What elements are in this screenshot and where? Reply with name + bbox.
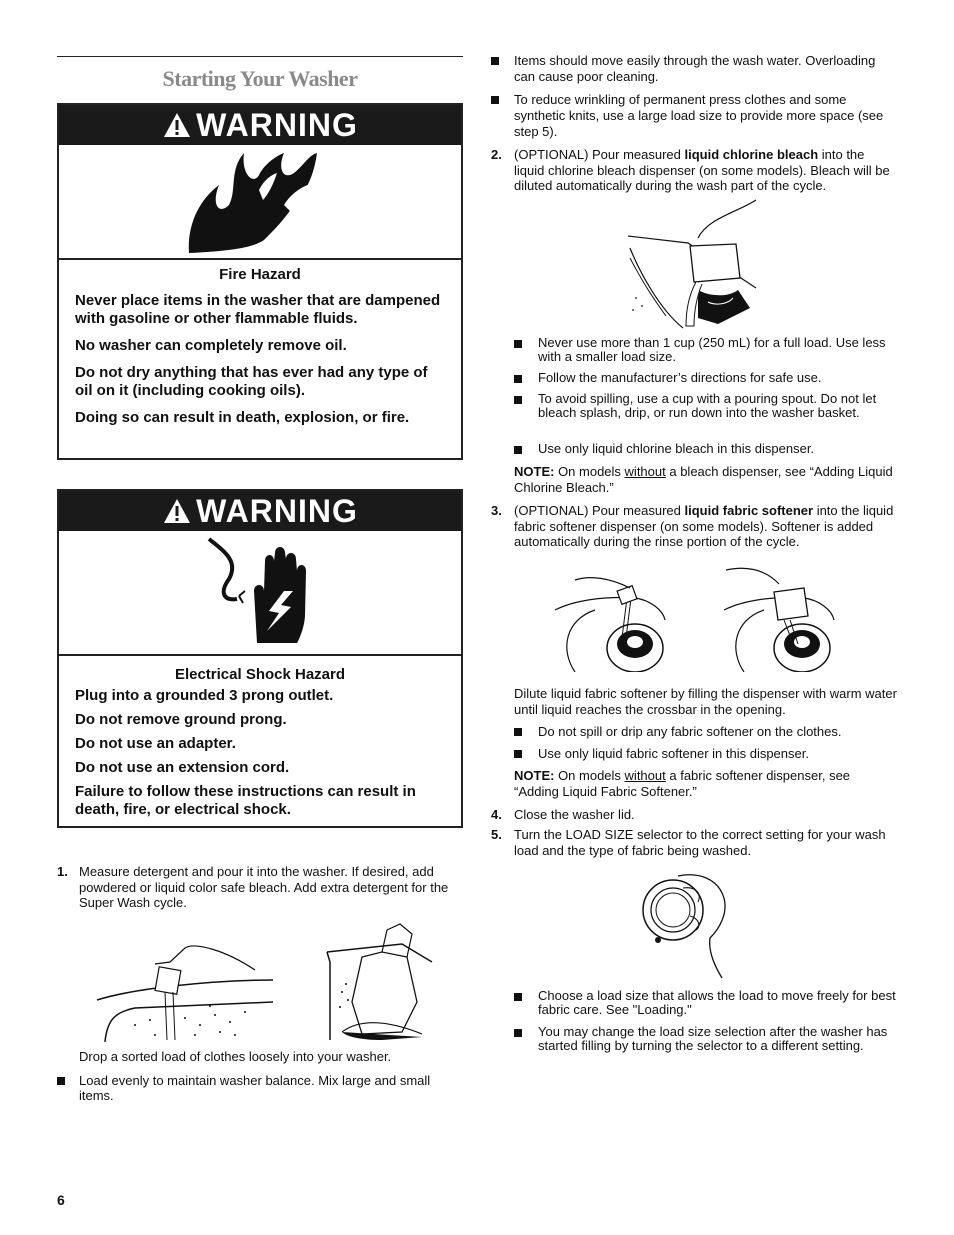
warning-triangle-icon [162,111,192,139]
shock-warning-text [59,666,461,819]
step-1 [57,864,463,911]
bullet-text: Items should move easily through the wash water. Overloading can cause poor cleaning. [514,53,876,84]
shock-pictogram [59,531,461,656]
shock-line-4: Do not use an extension cord. [75,759,290,776]
bullet-text: Choose a load size that allows the load to move freely for best fabric care. See "Loading." [538,988,896,1017]
bullet-text: You may change the load size selection after the washer has started filling by turning the selector to a different setting. [538,1024,888,1053]
fire-pictogram [59,145,461,260]
page-number: 6 [57,1192,65,1208]
step-3-bold: liquid fabric softener [684,503,814,518]
step-2-post: into the liquid chlorine bleach dispenser (on some models). Bleach will be diluted automatically during the wash part of the cycle. [514,147,890,193]
softener-bullet-1 [514,724,898,739]
fire-icon [59,145,461,258]
step-5 [491,827,898,858]
step-4 [491,807,898,823]
dilute-text: Dilute liquid fabric softener by filling the dispenser with warm water until liquid reaches the crossbar in the opening. [514,686,897,717]
top-rule [57,56,463,57]
bullet-square-icon [514,446,522,454]
step-2-bold: liquid chlorine bleach [684,147,819,162]
shock-hazard-title: Electrical Shock Hazard [174,666,346,683]
softener-bullet-2 [514,746,898,761]
fire-line-2: No washer can completely remove oil. [75,337,347,354]
bleach-bullet-2 [514,371,898,385]
note-label: NOTE: [514,768,555,783]
shock-line-5: Failure to follow these instructions can result in death, fire, or electrical shock. [75,783,416,818]
bullet-text: Use only liquid fabric softener in this dispenser. [538,746,809,761]
step-3-text [514,503,898,550]
note-underline: without [624,464,666,479]
load-size-knob-illustration [638,868,730,980]
shock-line-2: Do not remove ground prong. [75,711,287,728]
bullet-square-icon [514,750,522,758]
clothes-loading-illustration [322,922,437,1042]
right-bullet-2 [491,92,898,140]
bullet-text: Never use more than 1 cup (250 mL) for a full load. Use less with a smaller load size. [538,335,886,364]
bleach-bullet-1 [514,336,898,364]
electric-shock-hand-icon [59,531,461,654]
bleach-bullet-4 [514,442,898,456]
drop-text: Drop a sorted load of clothes loosely into your washer. [79,1049,392,1064]
fire-line-4: Doing so can result in death, explosion, or fire. [75,409,410,426]
step-4-number: 4. [491,807,502,822]
bullet-square-icon [514,396,522,404]
warning-word: WARNING [196,492,358,529]
step-3-number: 3. [491,503,502,518]
bullet-square-icon [514,728,522,736]
step-5-text: Turn the LOAD SIZE selector to the correct setting for your wash load and the type of fabric being washed. [514,827,886,858]
bullet-text: Follow the manufacturer’s directions for safe use. [538,370,822,385]
step-1-number: 1. [57,864,68,879]
softener-pour-illustration-1 [555,570,667,672]
note-underline: without [624,768,666,783]
step-2-number: 2. [491,147,502,162]
fire-hazard-title: Fire Hazard [219,266,301,283]
step-2-pre: (OPTIONAL) Pour measured [514,147,685,162]
loadsize-bullet-1 [514,989,898,1017]
shock-line-1: Plug into a grounded 3 prong outlet. [75,687,334,704]
bullet-square-icon [491,57,499,65]
warning-header [59,491,461,531]
step-3 [491,503,898,550]
note-bleach [514,464,898,495]
loadsize-bullet-2 [514,1025,898,1053]
bullet-text: To avoid spilling, use a cup with a pouring spout. Do not let bleach splash, drip, or run down into the washer basket. [538,391,877,420]
note-pre: On models [554,768,625,783]
bullet-square-icon [514,993,522,1001]
note-label: NOTE: [514,464,555,479]
step-5-number: 5. [491,827,502,842]
bullet-text: Use only liquid chlorine bleach in this dispenser. [538,441,815,456]
bullet-text: Do not spill or drip any fabric softener on the clothes. [538,724,842,739]
note-softener [514,768,898,799]
step-2 [491,147,898,194]
fire-line-1: Never place items in the washer that are dampened with gasoline or other flammable fluids. [75,292,441,327]
note-post: a fabric softener dispenser, see “Adding Liquid Fabric Softener.” [514,768,851,799]
bullet-text: To reduce wrinkling of permanent press clothes and some synthetic knits, use a large load size to provide more space (see step 5). [514,92,884,139]
shock-warning-box [57,489,463,828]
bleach-bullet-3 [514,392,898,420]
bullet-square-icon [514,375,522,383]
step-3-post: into the liquid fabric softener dispenser (on some models). Softener is added automatically during the rinse portion of the cycle. [514,503,894,549]
section-title: Starting Your Washer [162,66,358,91]
step-2-text [514,147,898,194]
warning-triangle-icon [162,497,192,525]
bullet-square-icon [491,96,499,104]
left-bullet-1 [57,1073,463,1103]
warning-header [59,105,461,145]
bullet-square-icon [514,340,522,348]
fire-warning-box [57,103,463,460]
detergent-pour-illustration [95,940,275,1042]
fire-warning-text [59,266,461,427]
bullet-square-icon [514,1029,522,1037]
step-4-text: Close the washer lid. [514,807,635,822]
step-1-text: Measure detergent and pour it into the washer. If desired, add powdered or liquid color safe bleach. Add extra detergent for the Super Wash cycle. [79,864,449,910]
fire-line-3: Do not dry anything that has ever had any type of oil on it (including cooking oils). [75,364,428,399]
bullet-text: Load evenly to maintain washer balance. Mix large and small items. [79,1073,431,1103]
note-pre: On models [554,464,625,479]
bullet-square-icon [57,1077,65,1085]
bleach-pour-illustration [628,198,758,330]
warning-word: WARNING [196,106,358,143]
shock-line-3: Do not use an adapter. [75,735,236,752]
step-3-pre: (OPTIONAL) Pour measured [514,503,685,518]
right-bullet-1 [491,53,898,85]
note-post: a bleach dispenser, see “Adding Liquid Chlorine Bleach.” [514,464,893,495]
softener-pour-illustration-2 [724,562,836,672]
